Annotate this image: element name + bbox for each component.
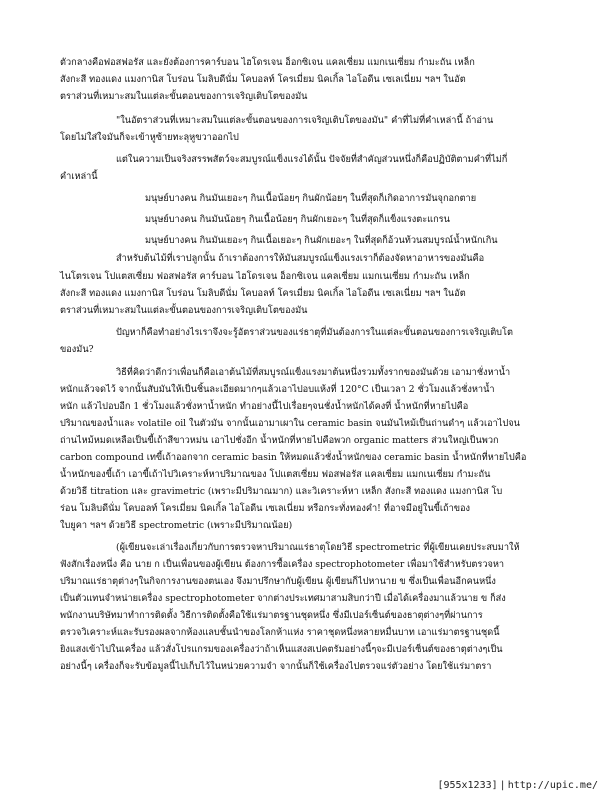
text-line: ถ่านไหม้หมดเหลือเป็นขี้เถ้าสีขาวหม่น เอาไปชั่งอีก น้ำหนักที่หายไปคือพวก organic matters ส่วนใหญ่เป็นพวก [60, 435, 499, 446]
text-line: คำเหล่านี้ [60, 171, 98, 182]
text-line: น้ำหนักของขี้เถ้า เอาขี้เถ้าไปวิเคราะห์หาปริมาณของ โปแตสเซี่ยม ฟอสฟอรัส แคลเซี่ยม แมกเนเซี่ยม กำมะถัน [60, 469, 491, 480]
text-line: โดยไม่ใส่ใจมันก็จะเข้าหูซ้ายทะลุหูขวาออกไป [60, 132, 239, 143]
text-line: พนักงานบริษัทมาทำการติดตั้ง วิธีการติดตั้งคือใช้แร่มาตรฐานชุดหนึ่ง ซึ่งมีเปอร์เซ็นต์ของธาตุต่างๆที่ผ่านการ [60, 610, 483, 621]
text-line: ปริมาณแร่ธาตุต่างๆในกิจการงานของตนเอง จึงมาปรึกษากับผู้เขียน ผู้เขียนก็ไปหานาย ข ซึ่งเป็นเพื่อนอีกคนหนึ่ง [60, 576, 496, 587]
text-line: (ผู้เขียนจะเล่าเรื่องเกี่ยวกับการตรวจหาปริมาณแร่ธาตุโดยวิธี spectrometric ที่ผู้เขียนเคยประสบมาให้ [116, 542, 520, 553]
text-line: วิธีที่คิดว่าดีกว่าเพื่อนก็คือเอาต้นไม้ที่สมบูรณ์แข็งแรงมาต้นหนึ่งรวมทั้งรากของมันด้วย เอามาชั่งหาน้ำ [116, 367, 511, 378]
list-item: มนุษย์บางคน กินมันน้อยๆ กินเนื้อน้อยๆ กินผักเยอะๆ ในที่สุดก็แข็งแรงตะแกรน [145, 214, 450, 225]
text-line: ตราส่วนที่เหมาะสมในแต่ละขั้นตอนของการเจริญเติบโตของมัน [60, 91, 308, 102]
image-size-label: [955x1233] [437, 780, 498, 791]
text-line: ด้วยวิธี titration และ gravimetric (เพราะมีปริมาณมาก) และวิเคราะห์หา เหล็ก สังกะสี ทองแดง แมงกานิส โบ [60, 486, 503, 497]
text-line: ร่อน โมลิบดีนั่ม โคบอลท์ โครเมี่ยม นิคเกิ้ล ไอโอดีน เซเลเนี่ยม หรือกระทั่งทองคำ! ที่อาจมีอยู่ในขี้เถ้าของ [60, 503, 471, 514]
quote-line: "ในอัตราส่วนที่เหมาะสมในแต่ละขั้นตอนของการเจริญเติบโตของมัน" คำที่ไม่ที่คำเหล่านี้ ถ้าอ่าน [116, 115, 494, 126]
text-line: carbon compound เทขี้เถ้าออกจาก ceramic basin ให้หมดแล้วชั่งน้ำหนักของ ceramic basin น้ำหนักที่หายไปคือ [60, 452, 527, 463]
list-item: มนุษย์บางคน กินมันเยอะๆ กินเนื้อเยอะๆ กินผักเยอะๆ ในที่สุดก็อ้วนท้วนสมบูรณ์น้ำหนักเกิน [145, 235, 498, 246]
text-line: ใบยูคา ฯลฯ ด้วยวิธี spectrometric (เพราะมีปริมาณน้อย) [60, 520, 293, 531]
text-line: ของมัน? [60, 344, 94, 355]
text-line: สังกะสี ทองแดง แมงกานิส โบร่อน โมลิบดีนั่ม โคบอลท์ โครเมี่ยม นิคเกิ้ล ไอโอดีน เซเลเนี่ยม ฯลฯ ในอัต [60, 74, 466, 85]
text-line: หนักแล้วจดไว้ จากนั้นสับมันให้เป็นชิ้นละเอียดมากๆแล้วเอาไปอบแห้งที่ 120°C เป็นเวลา 2 ชั่วโมงแล้วชั่งหาน้ำ [60, 384, 495, 395]
text-line: อย่างนี้ๆ เครื่องก็จะรับข้อมูลนี้ไปเก็บไว้ในหน่วยความจำ จากนั้นก็ใช้เครื่องไปตรวจแร่ตัวอย่าง โดยใช้แร่มาตรา [60, 661, 492, 672]
text-line: ยิงแสงเข้าไปในเครื่อง แล้วสั่งโปรแกรมของเครื่องว่าถ้าเห็นแสงสเปคตรัมอย่างนี้ๆจะมีเปอร์เซ็นต์ของธาตุต่างๆเป็น [60, 644, 503, 655]
text-line: ไนโตรเจน โปแตสเซี่ยม ฟอสฟอรัส คาร์บอน ไฮโดรเจน อ็อกซิเจน แคลเซี่ยม แมกเนเซี่ยม กำมะถัน เหล็ก [60, 271, 470, 282]
image-info-footer: [955x1233] | http://upic.me/ [437, 780, 598, 791]
text-line: ตัวกลางคือฟอสฟอรัส และยังต้องการคาร์บอน ไฮโดรเจน อ็อกซิเจน แคลเซี่ยม แมกเนเซี่ยม กำมะถัน เหล็ก [60, 57, 475, 68]
text-line: ปริมาณของน้ำและ volatile oil ในตัวมัน จากนั้นเอามาเผาใน ceramic basin จนมันไหม้เป็นถ่านดำๆ แล้วเอาไปจน [60, 418, 520, 429]
text-line: ปัญหาก็คือทำอย่างไรเราจึงจะรู้อัตราส่วนของแร่ธาตุที่มันต้องการในแต่ละขั้นตอนของการเจริญเติบโต [116, 327, 513, 338]
list-item: มนุษย์บางคน กินมันเยอะๆ กินเนื้อน้อยๆ กินผักน้อยๆ ในที่สุดก็เกิดอาการมันจุกอกตาย [145, 193, 477, 204]
text-line: เป็นตัวแทนจำหน่ายเครื่อง spectrophotometer จากต่างประเทศมาสามสิบกว่าปี เมื่อได้เครื่องมาแล้วนาย ข ก็ส่ง [60, 593, 506, 604]
text-line: ตราส่วนที่เหมาะสมในแต่ละขั้นตอนของการเจริญเติบโตของมัน [60, 305, 308, 316]
text-line: หนัก แล้วไปอบอีก 1 ชั่วโมงแล้วชั่งหาน้ำหนัก ทำอย่างนี้ไปเรื่อยๆจนชั่งน้ำหนักได้คงที่ น้ำหนักที่หายไปคือ [60, 401, 469, 412]
text-line: สำหรับต้นไม้ที่เราปลูกนั้น ถ้าเราต้องการให้มันสมบูรณ์แข็งแรงเราก็ต้องจัดหาอาหารของมันคือ [116, 253, 485, 264]
text-line: สังกะสี ทองแดง แมงกานิส โบร่อน โมลิบดีนั่ม โคบอลท์ โครเมี่ยม นิคเกิ้ล ไอโอดีน เซเลเนี่ยม ฯลฯ ในอัต [60, 288, 466, 299]
text-line: ฟังสักเรื่องหนึ่ง คือ นาย ก เป็นเพื่อนของผู้เขียน ต้องการซื้อเครื่อง spectrophotometer เพื่อมาใช้สำหรับตรวจหา [60, 559, 505, 570]
text-line: แต่ในความเป็นจริงสรรพสัตว์จะสมบูรณ์แข็งแรงได้นั้น ปัจจัยที่สำคัญส่วนหนึ่งก็คือปฏิบัติตามคำที่ไม่กี่ [116, 154, 508, 165]
text-line: ตรวจวิเคราะห์และรับรองผลจากห้องแลบชั้นนำของโลกห้าแห่ง ราคาชุดหนึ่งหลายหมื่นบาท เอาแร่มาตรฐานชุดนี้ [60, 627, 500, 638]
source-url-link[interactable]: http://upic.me/ [507, 780, 598, 791]
